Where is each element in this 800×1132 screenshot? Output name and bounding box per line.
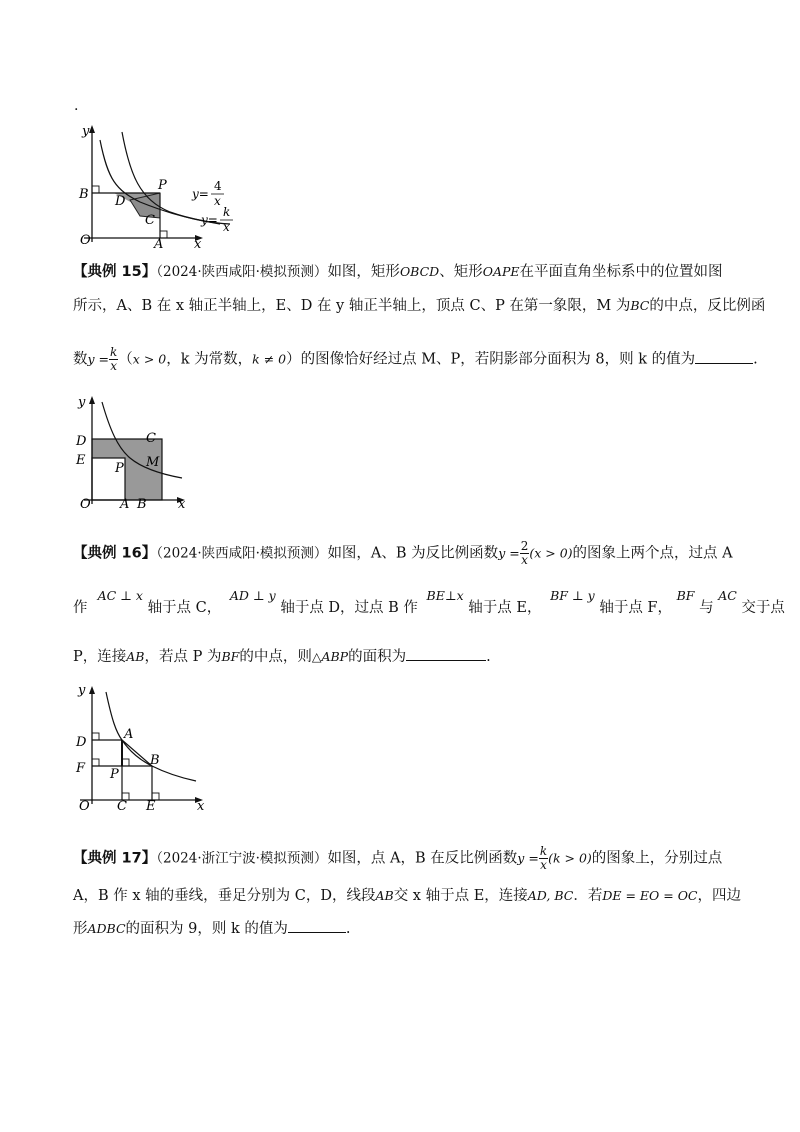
- ex15-text-2: 、矩形: [439, 264, 483, 280]
- ex15-text-1: 如图，矩形: [327, 264, 400, 280]
- ex17-text-6: ，四边: [697, 888, 742, 904]
- ex17-fn-cond: (k > 0): [548, 850, 592, 866]
- ex16-zuo: 作: [73, 600, 88, 616]
- label-y: y: [78, 395, 86, 410]
- figure-ex16: [70, 680, 215, 815]
- label-D: D: [115, 194, 126, 209]
- ex17-equation: DE = EO = OC: [602, 888, 698, 903]
- ex16-text-2: 的图象上两个点，过点 A: [572, 545, 733, 562]
- ex17-text-3: A，B 作 x 轴的垂线，垂足分别为 C，D，线段: [73, 888, 376, 904]
- ex17-text-5: ．若: [573, 888, 603, 904]
- curve2-num: k: [223, 205, 231, 219]
- ex17-source: （2024·浙江宁波·模拟预测）: [156, 850, 328, 867]
- ex16-text-6: 的面积为: [348, 649, 407, 665]
- ex16-line2: [73, 588, 785, 618]
- ex16-text-c: 轴于点 C，: [147, 600, 222, 616]
- ex16-fn-frac: [520, 540, 530, 567]
- ex16-text-f: 轴于点 F，: [599, 600, 672, 616]
- ex17-ab: AB: [375, 888, 394, 903]
- right-angle-d: [92, 733, 99, 740]
- ex15-bc: BC: [630, 298, 650, 313]
- ex16-text-5: 的中点，则: [239, 649, 312, 665]
- ex16-fn-lhs: y =: [498, 545, 520, 561]
- ex15-cond-2: k ≠ 0: [252, 351, 287, 367]
- label-x: x: [178, 497, 186, 512]
- ex16-bf3: BF: [221, 649, 240, 664]
- ex17-text-2: 的图象上，分别过点: [591, 850, 723, 867]
- label-E: E: [146, 799, 156, 814]
- label-B: B: [137, 497, 147, 512]
- label-E: E: [76, 453, 86, 468]
- ex17-line3: [73, 918, 350, 939]
- ex17-fn-frac: [539, 845, 548, 872]
- label-C: C: [145, 213, 155, 228]
- ex17-end: .: [345, 921, 351, 937]
- ex16-text-3: P，连接: [73, 649, 127, 665]
- ex16-ab: AB: [126, 649, 145, 664]
- ex17-fn-den: x: [540, 858, 547, 872]
- line-ab: [122, 740, 152, 766]
- ex17-answer-blank[interactable]: [288, 918, 346, 933]
- ex16-line1: [73, 540, 733, 567]
- right-angle-b: [92, 186, 99, 193]
- ex17-fn-lhs: y =: [517, 850, 539, 866]
- ex16-answer-blank[interactable]: [406, 646, 486, 661]
- ex16-bf: BF ⊥ y: [550, 588, 595, 603]
- ex15-line2: [73, 296, 765, 316]
- ex15-fn-den: x: [110, 359, 118, 373]
- label-A: A: [154, 237, 164, 250]
- ex16-text-d: 轴于点 D，过点 B 作: [280, 600, 418, 616]
- ex17-ad-bc: AD, BC: [527, 888, 574, 903]
- ex16-source: （2024·陕西咸阳·模拟预测）: [156, 545, 328, 562]
- ex16-tag: 【典例 16】: [73, 545, 157, 562]
- ex15-fn-frac: [109, 346, 118, 373]
- label-B: B: [79, 187, 89, 202]
- ex16-fn-den: x: [521, 553, 528, 567]
- ex16-jiaoyu: 交于点: [741, 600, 785, 616]
- curve2-lhs: y=: [201, 213, 218, 227]
- ex15-cond-mid: ，k 为常数，: [166, 351, 253, 368]
- ex17-fn-num: k: [539, 844, 548, 858]
- ex15-line1: [73, 262, 723, 282]
- curve1-lhs: y=: [192, 187, 209, 201]
- ex15-paren-close: ）: [286, 351, 301, 368]
- ex15-answer-blank[interactable]: [695, 349, 753, 364]
- ex16-text-e: 轴于点 E，: [468, 600, 542, 616]
- label-O: O: [79, 799, 90, 814]
- label-x: x: [197, 799, 205, 814]
- ex16-fn-cond: (x > 0): [529, 545, 573, 561]
- label-A: A: [124, 727, 134, 742]
- ex15-paren-open: （: [118, 351, 133, 368]
- label-x: x: [194, 237, 202, 250]
- label-M: M: [146, 455, 160, 470]
- curve1-den: x: [214, 194, 221, 208]
- ex15-line3: [73, 346, 758, 373]
- ex16-be: BE⊥x: [426, 588, 464, 603]
- ex15-cond-1: x > 0: [132, 351, 167, 367]
- ex15-end: .: [753, 351, 758, 368]
- curve1-num: 4: [214, 179, 222, 193]
- ex15-rect-obcd: OBCD: [399, 264, 440, 279]
- ex15-text-7: 的图像恰好经过点 M、P，若阴影部分面积为 8，则 k 的值为: [300, 351, 696, 368]
- ex17-text-8: 的面积为 9，则 k 的值为: [125, 921, 288, 937]
- curve2-den: x: [223, 220, 230, 234]
- ex16-text-4: ，若点 P 为: [144, 649, 222, 665]
- ex15-fn-num: k: [110, 345, 118, 359]
- stray-dot: .: [74, 98, 79, 114]
- ex15-text-6: 数: [73, 351, 88, 368]
- figure-ex15: [70, 390, 210, 515]
- ex16-ac2: AC: [718, 588, 737, 603]
- right-angle-p: [122, 759, 129, 766]
- ex17-tag: 【典例 17】: [73, 850, 157, 867]
- ex16-triangle: △ABP: [311, 649, 349, 664]
- ex15-source: （2024·陕西咸阳·模拟预测）: [156, 264, 328, 280]
- ex15-tag: 【典例 15】: [73, 264, 157, 280]
- ex17-text-4: 交 x 轴于点 E，连接: [393, 888, 528, 904]
- ex17-line1: [73, 845, 722, 872]
- ex15-text-3: 在平面直角坐标系中的位置如图: [519, 264, 723, 280]
- label-C: C: [117, 799, 127, 814]
- label-y: y: [78, 683, 86, 698]
- ex17-text-7: 形: [73, 921, 88, 937]
- label-O: O: [80, 233, 91, 248]
- ex16-ad: AD ⊥ y: [229, 588, 276, 603]
- ex16-ac: AC ⊥ x: [97, 588, 143, 603]
- right-angle-f: [92, 759, 99, 766]
- label-F: F: [76, 761, 86, 776]
- figure-ex14: [70, 120, 250, 250]
- label-P: P: [158, 178, 167, 193]
- label-D: D: [76, 735, 87, 750]
- label-P: P: [115, 461, 124, 476]
- ex17-quad: ADBC: [87, 921, 126, 936]
- label-A: A: [120, 497, 130, 512]
- y-arrow: [89, 125, 95, 133]
- ex16-fn-num: 2: [520, 539, 529, 553]
- ex15-rect-oape: OAPE: [482, 264, 520, 279]
- ex17-line2: [73, 886, 741, 906]
- ex16-end: .: [486, 649, 491, 665]
- ex17-text-1: 如图，点 A，B 在反比例函数: [327, 850, 518, 867]
- ex15-text-4: 所示，A、B 在 x 轴正半轴上，E、D 在 y 轴正半轴上，顶点 C、P 在第一象限，M 为: [73, 298, 631, 314]
- label-C: C: [146, 431, 156, 446]
- label-y: y: [82, 124, 90, 139]
- ex16-text-1: 如图，A、B 为反比例函数: [327, 545, 499, 562]
- ex15-fn-lhs: y =: [87, 351, 110, 367]
- label-D: D: [76, 434, 87, 449]
- ex16-yu: 与: [699, 600, 714, 616]
- label-O: O: [80, 497, 91, 512]
- ex16-bf2: BF: [676, 588, 695, 603]
- ex16-line3: [73, 646, 491, 667]
- ex15-text-5: 的中点，反比例函: [649, 298, 766, 314]
- label-B: B: [150, 753, 160, 768]
- label-P: P: [110, 767, 119, 782]
